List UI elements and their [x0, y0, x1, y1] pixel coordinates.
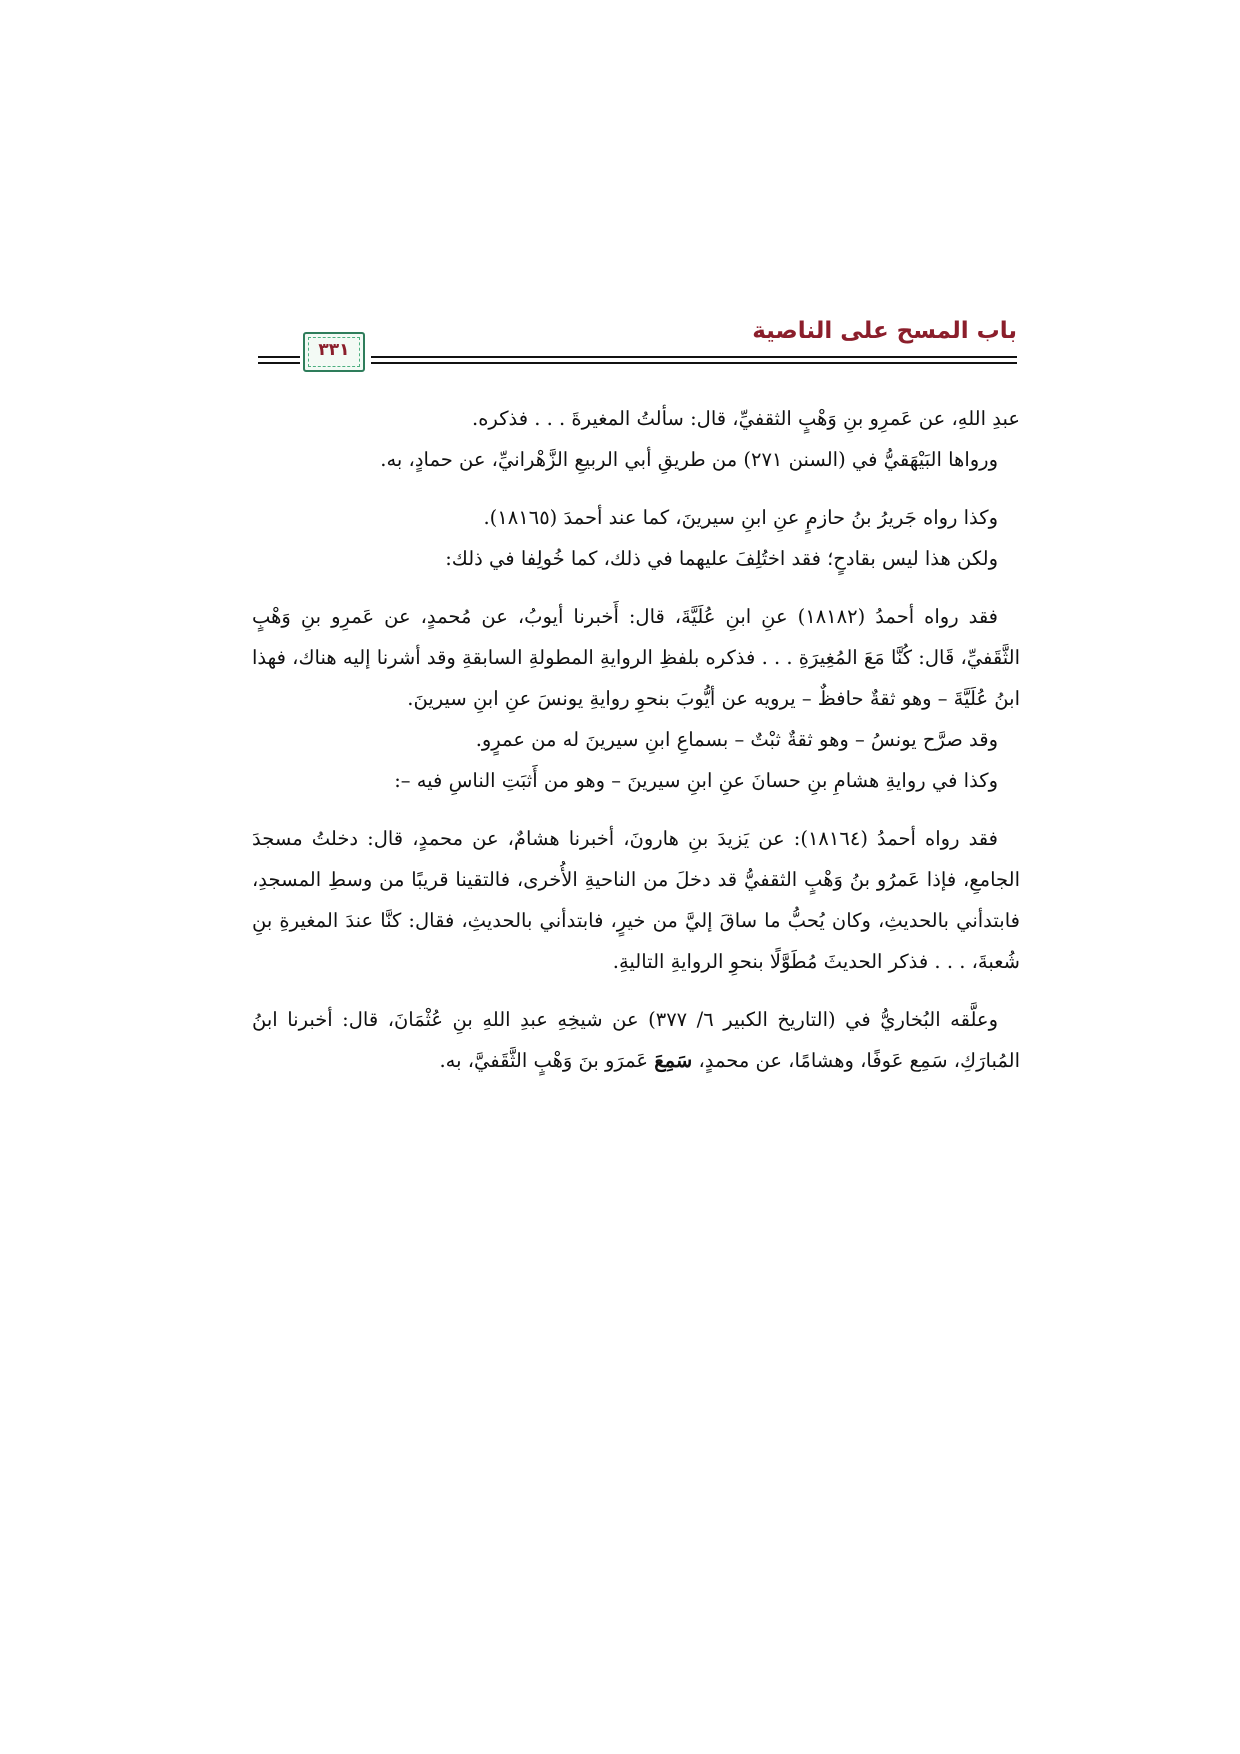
paragraph-text: عَمرَو بنَ وَهْبٍ الثَّقَفيَّ، به. — [439, 1049, 649, 1072]
header-rule — [258, 356, 300, 358]
paragraph-final — [252, 999, 1020, 1081]
paragraph: وكذا رواه جَريرُ بنُ حازمٍ عنِ ابنِ سيرينَ، كما عند أحمدَ (١٨١٦٥). — [483, 506, 998, 529]
paragraph: وقد صرَّح يونسُ – وهو ثقةٌ ثبْتٌ – بسماعِ ابنِ سيرينَ له من عمرٍو. — [475, 728, 998, 751]
page-number-badge — [303, 332, 365, 372]
page-body — [252, 398, 1020, 1081]
chapter-title: باب المسح على الناصية — [752, 318, 1017, 344]
paragraph-text: وعلَّقه البُخاريُّ في (التاريخ الكبير ٦/ ٣٧٧) عن شيخِهِ عبدِ اللهِ بنِ عُثْمَانَ، قال: أخبرنا ابنُ المُبارَكِ، سَمِع عَوفًا، وهشامًا، عن محمدٍ، — [252, 1008, 1020, 1072]
bold-word: سَمِعَ — [654, 1049, 693, 1072]
paragraph: عبدِ اللهِ، عن عَمرِو بنِ وَهْبٍ الثقفيِّ، قال: سألتُ المغيرةَ . . . فذكره. — [472, 407, 1020, 430]
header-rule — [371, 362, 1017, 364]
paragraph: ولكن هذا ليس بقادحٍ؛ فقد اختُلِفَ عليهما في ذلك، كما خُولِفا في ذلك: — [445, 547, 998, 570]
paragraph: فقد رواه أحمدُ (١٨١٨٢) عنِ ابنِ عُلَيَّةَ، قال: أَخبرنا أيوبُ، عن مُحمدٍ، عن عَمرِو بنِ وَهْبٍ الثَّقَفيِّ، قَال: كُنَّا مَعَ المُغِيرَةِ . . . فذكره بلفظِ الروايةِ المطولةِ السابقةِ وقد أشرنا إليه هناك، فهذا ابنُ عُلَيَّةَ – وهو ثقةٌ حافظٌ – يرويه عن أيُّوبَ بنحوِ روايةِ يونسَ عنِ ابنِ سيرينَ. — [252, 605, 1020, 710]
page-header — [258, 318, 1017, 376]
paragraph: وكذا في روايةِ هشامِ بنِ حسانَ عنِ ابنِ سيرينَ – وهو من أَثبَتِ الناسِ فيه –: — [394, 769, 998, 792]
paragraph: فقد رواه أحمدُ (١٨١٦٤): عن يَزيدَ بنِ هارونَ، أخبرنا هشامٌ، عن محمدٍ، قال: دخلتُ مسجدَ الجامعِ، فإذا عَمرُو بنُ وَهْبٍ الثقفيُّ قد دخلَ من الناحيةِ الأُخرى، فالتقينا قريبًا من وسطِ المسجدِ، فابتدأني بالحديثِ، وكان يُحبُّ ما ساقَ إليَّ من خيرٍ، فابتدأني بالحديثِ، فقال: كنَّا عندَ المغيرةِ بنِ شُعبةَ، . . . فذكر الحديثَ مُطَوَّلًا بنحوِ الروايةِ التاليةِ. — [252, 827, 1020, 973]
header-rule — [371, 356, 1017, 358]
page-number: ٣٣١ — [318, 340, 350, 360]
header-rule — [258, 362, 300, 364]
paragraph: ورواها البَيْهَقيُّ في (السنن ٢٧١) من طريقِ أبي الربيعِ الزَّهْرانيِّ، عن حمادٍ، به. — [380, 448, 998, 471]
